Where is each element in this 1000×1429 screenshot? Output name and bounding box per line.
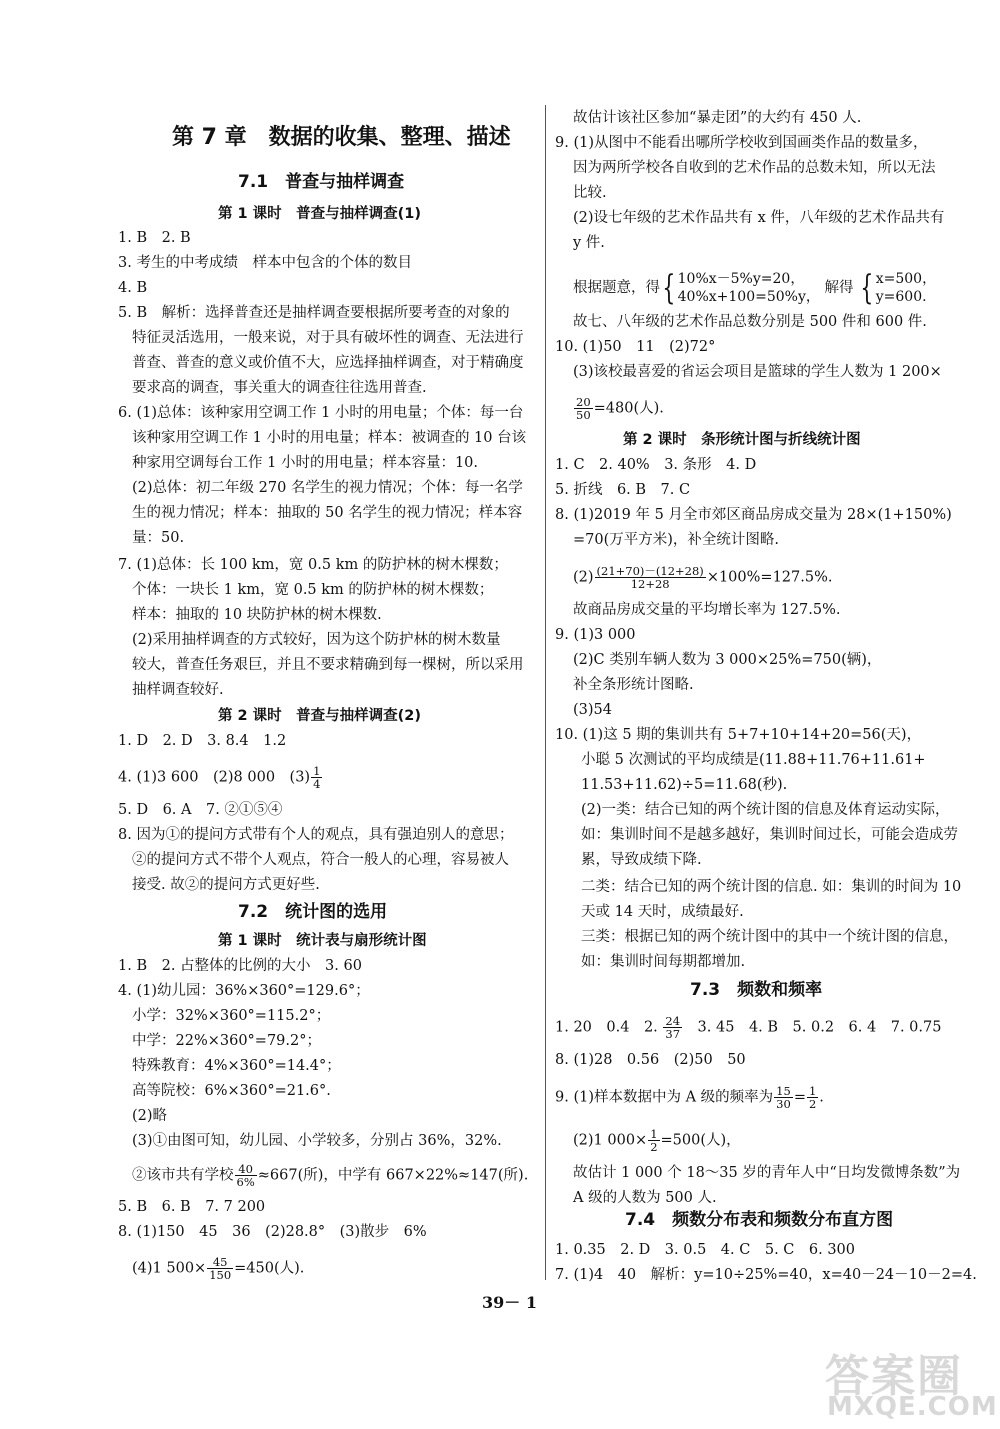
line-text: (2)采用抽样调查的方式较好，因为这个防护林的树木数量 — [132, 632, 501, 648]
line-text: 故估计 1 000 个 18～35 岁的青年人中“日均发微博条数”为 — [573, 1165, 961, 1181]
line-text: (2) — [573, 569, 594, 586]
answer-line — [581, 850, 702, 870]
page-number: 39－ 1 — [482, 1293, 537, 1312]
answer-line — [118, 253, 412, 273]
equation-system — [858, 268, 937, 308]
answer-line — [118, 1222, 427, 1242]
answer-line — [118, 278, 147, 298]
line-text: 9. (1)从图中不能看出哪所学校收到国画类作品的数量多， — [555, 135, 928, 151]
line-text: (2)C 类别车辆人数为 3 000×25%=750(辆)， — [573, 652, 882, 668]
answer-line — [573, 208, 944, 228]
answer-line — [555, 625, 636, 645]
answer-line — [132, 680, 224, 700]
line-text: 1. B 2. B — [118, 230, 191, 246]
left-brace: { — [860, 268, 874, 308]
answer-line — [573, 1128, 741, 1153]
line-text: 10. (1)50 11 (2)72° — [555, 339, 716, 355]
fraction — [663, 1015, 682, 1040]
section-heading — [690, 980, 822, 1000]
answer-line — [581, 750, 926, 770]
line-text: 8. (1)150 45 36 (2)28.8° (3)散步 6% — [118, 1224, 427, 1240]
fraction — [311, 765, 322, 790]
fraction-denominator: 4 — [313, 777, 321, 791]
answer-line — [118, 981, 370, 1001]
fraction-denominator: 150 — [209, 1268, 232, 1282]
equation-lines — [876, 270, 936, 306]
fraction-denominator: 12+28 — [630, 577, 670, 591]
line-text: 补全条形统计图略. — [573, 677, 694, 693]
watermark-text-top: 答案圈 — [825, 1351, 963, 1402]
answer-line — [573, 158, 936, 178]
equation-lines — [678, 270, 820, 306]
answer-line — [132, 328, 524, 348]
line-text: 5. B 6. B 7. 7 200 — [118, 1199, 266, 1215]
line-text: 抽样调查较好. — [132, 682, 224, 698]
lesson-heading — [218, 931, 427, 951]
line-text: 4. B — [118, 280, 148, 296]
answer-line — [118, 403, 523, 423]
lesson-heading — [218, 204, 421, 224]
line-text: ②的提问方式不带个人观点，符合一般人的心理，容易被人 — [132, 852, 509, 868]
line-text: 量：50. — [132, 530, 185, 546]
line-text: 特殊教育：4%×360°=14.4°； — [132, 1058, 341, 1074]
line-text: 小学：32%×360°=115.2°； — [132, 1008, 331, 1024]
answer-line — [132, 503, 522, 523]
answer-line — [581, 877, 961, 897]
equation-line: 40%x+100=50%y， — [677, 289, 820, 305]
answer-line — [555, 1265, 977, 1285]
answer-line — [573, 675, 694, 695]
fraction-denominator: 50 — [576, 408, 591, 422]
answer-line — [132, 1056, 341, 1076]
line-text: 二类：结合已知的两个统计图的信息. 如：集训的时间为 10 — [581, 879, 962, 895]
answer-line — [132, 580, 493, 600]
line-text: 5. D 6. A 7. ②①⑤④ — [118, 802, 283, 818]
answer-line — [581, 927, 958, 947]
line-text: ×100%=127.5%. — [706, 569, 833, 586]
line-text: 特征灵活选用，一般来说，对于具有破坏性的调查、无法进行 — [132, 330, 524, 346]
line-text: 小聪 5 次测试的平均成绩是(11.88+11.76+11.61+ — [581, 752, 926, 768]
line-text: 1. D 2. D 3. 8.4 1.2 — [118, 733, 287, 749]
answer-line — [132, 453, 478, 473]
line-text: 11.53+11.62)÷5=11.68(秒). — [581, 777, 788, 793]
line-text: 累，导致成绩下降. — [581, 852, 702, 868]
line-text: 7. (1)总体：长 100 km，宽 0.5 km 的防护林的树木棵数； — [118, 557, 508, 573]
answer-line — [118, 731, 286, 751]
fraction-denominator: 6% — [236, 1175, 255, 1189]
line-text: 7.2 统计图的选用 — [238, 902, 388, 922]
answer-line — [573, 183, 607, 203]
answer-line — [555, 455, 756, 475]
fraction-numerator: 40 — [235, 1163, 257, 1176]
line-text: 高等院校：6%×360°=21.6°. — [132, 1083, 331, 1099]
line-text: 故七、八年级的艺术作品总数分别是 500 件和 600 件. — [573, 314, 927, 330]
answer-line — [132, 353, 524, 373]
line-text: 1. 0.35 2. D 3. 0.5 4. C 5. C 6. 300 — [555, 1242, 855, 1258]
line-text: (3)54 — [573, 702, 612, 718]
lesson-heading — [623, 430, 861, 450]
line-text: 根据题意，得 — [573, 280, 660, 296]
answer-line — [118, 765, 323, 790]
line-text: (2)总体：初二年级 270 名学生的视力情况；个体：每一名学 — [132, 480, 523, 496]
line-text: 9. (1)样本数据中为 A 级的频率为 — [555, 1089, 774, 1106]
answer-line — [118, 800, 282, 820]
line-text: 4. (1)3 600 (2)8 000 (3) — [118, 769, 311, 786]
line-text: 较大，普查任务艰巨，并且不要求精确到每一棵树，所以采用 — [132, 657, 524, 673]
fraction — [574, 396, 593, 421]
section-heading — [238, 902, 387, 922]
line-text: 10. (1)这 5 期的集训共有 5+7+10+14+20=56(天)， — [555, 727, 922, 743]
fraction-numerator: 24 — [665, 1014, 681, 1028]
line-text: 5. 折线 6. B 7. C — [555, 482, 691, 498]
line-text: 故估计该社区参加“暴走团”的大约有 450 人. — [573, 110, 862, 126]
line-text: 接受. 故②的提问方式更好些. — [132, 877, 320, 893]
answer-line — [573, 233, 605, 253]
answer-line — [555, 480, 690, 500]
answer-line — [573, 600, 841, 620]
fraction — [648, 1128, 659, 1153]
equation-line: 10%x－5%y=20， — [677, 271, 805, 287]
line-text: 5. B 解析：选择普查还是抽样调查要根据所要考查的对象的 — [118, 305, 510, 321]
answer-line — [581, 825, 958, 845]
answer-line — [573, 362, 942, 382]
lesson-heading — [218, 706, 421, 726]
answer-line — [581, 952, 745, 972]
line-text: . — [819, 1089, 824, 1106]
answer-line — [573, 565, 832, 590]
line-text: 第 1 课时 统计表与扇形统计图 — [218, 933, 427, 949]
answer-line — [581, 775, 787, 795]
line-text: 个体：一块长 1 km，宽 0.5 km 的防护林的树木棵数； — [132, 582, 494, 598]
line-text: y 件. — [573, 235, 605, 251]
fraction-numerator: (21+70)－(12+28) — [596, 564, 704, 578]
answer-line — [132, 428, 526, 448]
column-divider — [545, 105, 546, 1280]
line-text: 7.3 频数和频率 — [690, 980, 823, 1000]
line-text: ≈667(所)，中学有 667×22%≈147(所). — [257, 1167, 529, 1184]
answer-line — [132, 528, 184, 548]
fraction-numerator: 1 — [650, 1127, 658, 1141]
line-text: =70(万平方米)，补全统计图略. — [573, 532, 780, 548]
line-text: 种家用空调每台工作 1 小时的用电量；样本容量：10. — [132, 455, 479, 471]
line-text: 第 1 课时 普查与抽样调查(1) — [218, 206, 422, 222]
line-text: 4. (1)幼儿园：36%×360°=129.6°； — [118, 983, 370, 999]
line-text: (4)1 500× — [132, 1260, 207, 1277]
line-text: 普查、普查的意义或价值不大，应选择抽样调查，对于精确度 — [132, 355, 524, 371]
answer-line — [118, 956, 362, 976]
line-text: (2)一类：结合已知的两个统计图的信息及体育运动实际， — [581, 802, 950, 818]
line-text: 故商品房成交量的平均增长率为 127.5%. — [573, 602, 841, 618]
line-text: 第 2 课时 普查与抽样调查(2) — [218, 708, 422, 724]
answer-line — [555, 725, 921, 745]
answer-line — [573, 312, 927, 332]
answer-line — [118, 303, 510, 323]
fraction — [807, 1085, 818, 1110]
line-text: 第 2 课时 条形统计图与折线统计图 — [623, 432, 861, 448]
answer-line — [573, 1163, 960, 1183]
fraction-numerator: 1 — [313, 764, 321, 778]
line-text: 8. 因为①的提问方式带有个人的观点，具有强迫别人的意思； — [118, 827, 514, 843]
answer-line — [132, 1006, 330, 1026]
line-text: 如：集训时间每期都增加. — [581, 954, 746, 970]
answer-line — [132, 1081, 331, 1101]
answer-line — [573, 530, 779, 550]
line-text: 1. C 2. 40% 3. 条形 4. D — [555, 457, 757, 473]
fraction — [595, 565, 706, 590]
line-text: 9. (1)3 000 — [555, 627, 636, 643]
answer-line — [581, 800, 950, 820]
line-text: 6. (1)总体：该种家用空调工作 1 小时的用电量；个体：每一台 — [118, 405, 524, 421]
answer-line — [132, 1131, 502, 1151]
answer-line — [555, 1240, 855, 1260]
answer-line — [555, 505, 952, 525]
fraction — [207, 1256, 233, 1281]
line-text: 比较. — [573, 185, 607, 201]
line-text: 要求高的调查，事关重大的调查往往选用普查. — [132, 380, 427, 396]
line-text: 7. (1)4 40 解析：y=10÷25%=40，x=40－24－10－2=4. — [555, 1267, 977, 1283]
answer-line — [555, 133, 927, 153]
line-text: 如：集训时间不是越多越好，集训时间过长，可能会造成劳 — [581, 827, 958, 843]
answer-line — [118, 825, 513, 845]
fraction-denominator: 37 — [665, 1027, 681, 1041]
watermark-text-bottom: MXQE.COM — [827, 1392, 998, 1422]
answer-line — [132, 630, 501, 650]
answer-line — [132, 1106, 167, 1126]
line-text: 样本：抽取的 10 块防护林的树木棵数. — [132, 607, 382, 623]
section-heading — [238, 172, 404, 192]
answer-line — [132, 655, 524, 675]
answer-line — [581, 902, 744, 922]
answer-line — [132, 1256, 304, 1281]
watermark-logo — [825, 1340, 998, 1425]
fraction-denominator: 30 — [776, 1097, 791, 1111]
answer-line — [132, 1163, 528, 1188]
answer-line — [555, 337, 715, 357]
line-text: 8. (1)28 0.56 (2)50 50 — [555, 1052, 746, 1068]
fraction-numerator: 45 — [207, 1256, 233, 1269]
line-text: A 级的人数为 500 人. — [573, 1190, 717, 1206]
equation-system — [660, 268, 820, 308]
fraction — [235, 1163, 257, 1188]
fraction — [774, 1085, 793, 1110]
line-text: (2)1 000× — [573, 1132, 648, 1149]
answer-line — [132, 850, 509, 870]
answer-line — [555, 1015, 941, 1040]
chapter-title: 第 7 章 数据的收集、整理、描述 — [172, 125, 511, 150]
line-text: 三类：根据已知的两个统计图中的其中一个统计图的信息， — [581, 929, 958, 945]
line-text: =450(人). — [234, 1260, 305, 1277]
line-text: 生的视力情况；样本：抽取的 50 名学生的视力情况；样本容 — [132, 505, 523, 521]
line-text: = — [793, 1089, 806, 1106]
answer-line — [555, 1085, 824, 1110]
answer-line — [118, 1197, 265, 1217]
fraction-denominator: 2 — [650, 1140, 658, 1154]
answer-line — [118, 555, 508, 575]
line-text: ②该市共有学校 — [132, 1167, 234, 1184]
answer-line — [132, 378, 427, 398]
line-text: (3)①由图可知，幼儿园、小学较多，分别占 36%，32%. — [132, 1133, 502, 1149]
line-text: 该种家用空调工作 1 小时的用电量；样本：被调查的 10 台该 — [132, 430, 527, 446]
fraction-numerator: 15 — [776, 1084, 791, 1098]
answer-line — [573, 396, 664, 421]
line-text: 1. B 2. 占整体的比例的大小 3. 60 — [118, 958, 362, 974]
left-brace: { — [662, 268, 676, 308]
section-heading — [625, 1210, 893, 1230]
fraction-numerator: 20 — [576, 395, 591, 409]
line-text: =500(人)， — [660, 1132, 741, 1149]
line-text: 1. 20 0.4 2. — [555, 1019, 663, 1036]
line-text: 天或 14 天时，成绩最好. — [581, 904, 744, 920]
line-text: (2)略 — [132, 1108, 168, 1124]
answer-line — [132, 478, 523, 498]
line-text: (2)设七年级的艺术作品共有 x 件，八年级的艺术作品共有 — [573, 210, 945, 226]
answer-line — [573, 1188, 717, 1208]
fraction-denominator: 2 — [808, 1097, 817, 1111]
answer-line — [573, 650, 881, 670]
line-text: =480(人). — [593, 400, 664, 417]
answer-line — [555, 1050, 746, 1070]
line-text: (3)该校最喜爱的省运会项目是篮球的学生人数为 1 200× — [573, 364, 942, 380]
answer-line — [132, 1031, 321, 1051]
answer-line — [573, 700, 612, 720]
line-text: 7.4 频数分布表和频数分布直方图 — [625, 1210, 894, 1230]
line-text: 因为两所学校各自收到的艺术作品的总数未知，所以无法 — [573, 160, 936, 176]
fraction-numerator: 1 — [808, 1084, 817, 1098]
answer-line — [118, 228, 191, 248]
line-text: 3. 45 4. B 5. 0.2 6. 4 7. 0.75 — [683, 1019, 942, 1036]
line-text: 7.1 普查与抽样调查 — [238, 172, 405, 192]
line-text: 中学：22%×360°=79.2°； — [132, 1033, 321, 1049]
equation-line: x=500， — [875, 271, 937, 287]
answer-line — [573, 108, 861, 128]
answer-line — [132, 875, 320, 895]
line-text: 8. (1)2019 年 5 月全市郊区商品房成交量为 28×(1+150%) — [555, 507, 952, 523]
line-text: 解得 — [819, 280, 859, 296]
answer-line — [573, 270, 936, 306]
line-text: 3. 考生的中考成绩 样本中包含的个体的数目 — [118, 255, 412, 271]
equation-line: y=600. — [875, 289, 927, 305]
answer-line — [132, 605, 382, 625]
